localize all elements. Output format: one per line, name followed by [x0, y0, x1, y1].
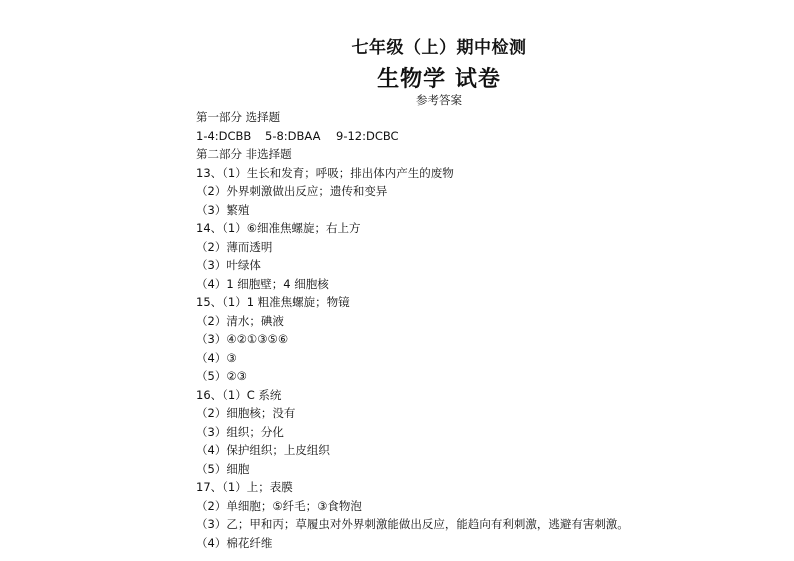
- answer-line: （2）细胞核；没有: [196, 406, 296, 420]
- answer-line: （3）组织；分化: [196, 424, 284, 439]
- answer-line: 13、（1）生长和发育；呼吸；排出体内产生的废物: [196, 165, 454, 180]
- mc-answer-group: 5-8:DBAA: [265, 128, 321, 143]
- mc-answer-group: 1-4:DCBB: [196, 128, 252, 143]
- answer-line: （2）薄而透明: [196, 239, 273, 254]
- answer-line: （5）②③: [196, 369, 247, 383]
- answer-body: [196, 108, 629, 552]
- answer-line: （5）细胞: [196, 461, 250, 476]
- answer-line: 14、（1）⑥细准焦螺旋；右上方: [196, 221, 361, 235]
- answer-line: 15、（1）1 粗准焦螺旋；物镜: [196, 295, 350, 309]
- multiple-choice-answers: [196, 127, 629, 146]
- subject-title: 生物学 试卷: [377, 67, 501, 92]
- answer-line: （3）叶绿体: [196, 258, 261, 272]
- answer-line: （4）1 细胞壁；4 细胞核: [196, 276, 329, 291]
- answer-line: （3）繁殖: [196, 202, 250, 217]
- answer-line: （3）乙；甲和丙；草履虫对外界刺激能做出反应，能趋向有利刺激，逃避有害刺激。: [196, 517, 629, 531]
- answer-line: （4）棉花纤维: [196, 535, 273, 550]
- grade-title: 七年级（上）期中检测: [351, 38, 527, 58]
- answer-line: 17、（1）上；表膜: [196, 480, 293, 494]
- answer-line: 16、（1）C 系统: [196, 387, 282, 402]
- mc-answer-group: 9-12:DCBC: [336, 128, 399, 143]
- answer-line: （3）④②①③⑤⑥: [196, 332, 289, 346]
- answer-line: （4）③: [196, 350, 237, 365]
- answer-line: （2）外界刺激做出反应；遗传和变异: [196, 184, 388, 198]
- answer-line: （2）清水；碘液: [196, 313, 284, 328]
- answer-line: （4）保护组织；上皮组织: [196, 443, 330, 457]
- part2-heading: 第二部分 非选择题: [196, 147, 292, 161]
- answer-key-label: 参考答案: [416, 93, 462, 107]
- part1-heading: 第一部分 选择题: [196, 110, 281, 124]
- answer-line: （2）单细胞；⑤纤毛；③食物泡: [196, 498, 362, 513]
